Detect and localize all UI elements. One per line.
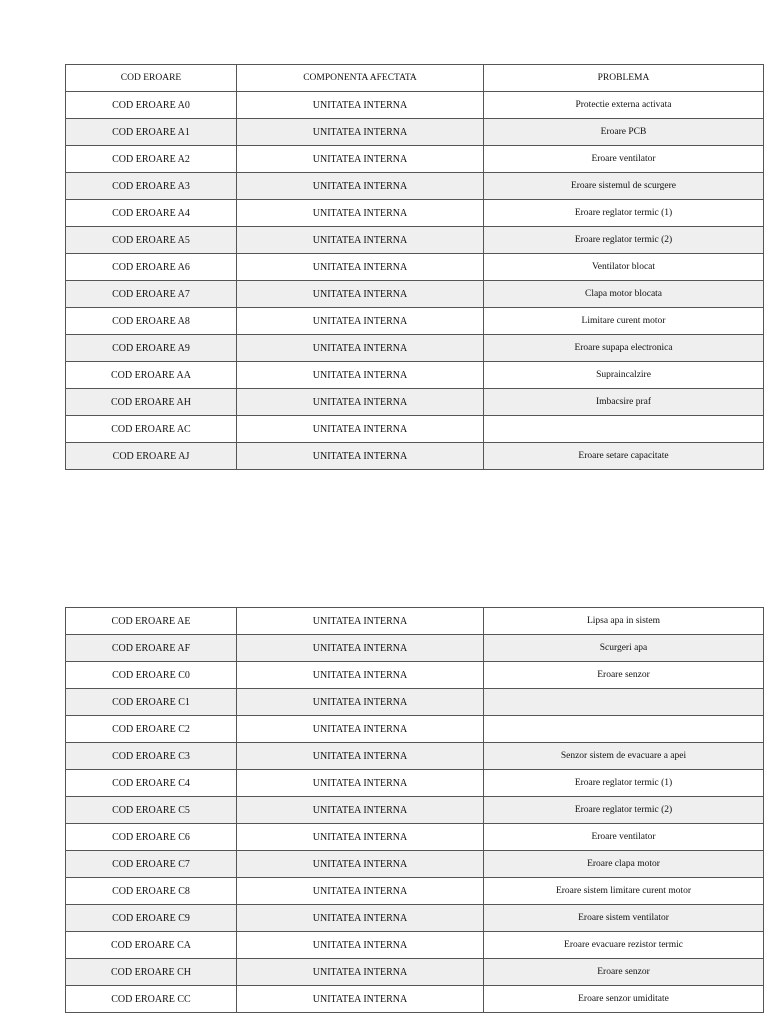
cell-cod-eroare: COD EROARE C9 (66, 905, 237, 932)
table-row (66, 281, 764, 308)
cell-componenta: UNITATEA INTERNA (237, 443, 484, 470)
cell-cod-eroare: COD EROARE A7 (66, 281, 237, 308)
cell-cod-eroare: COD EROARE CH (66, 959, 237, 986)
cell-problema: Eroare sistem ventilator (484, 905, 764, 932)
cell-componenta: UNITATEA INTERNA (237, 824, 484, 851)
cell-cod-eroare: COD EROARE AJ (66, 443, 237, 470)
table-row (66, 308, 764, 335)
cell-problema: Eroare reglator termic (1) (484, 200, 764, 227)
cell-problema: Eroare reglator termic (1) (484, 770, 764, 797)
cell-cod-eroare: COD EROARE A8 (66, 308, 237, 335)
header-componenta-afectata: COMPONENTA AFECTATA (237, 65, 484, 92)
cell-problema: Eroare sistem limitare curent motor (484, 878, 764, 905)
cell-componenta: UNITATEA INTERNA (237, 281, 484, 308)
table-row (66, 716, 764, 743)
cell-componenta: UNITATEA INTERNA (237, 635, 484, 662)
table-row (66, 443, 764, 470)
table-header-row (66, 65, 764, 92)
table-row (66, 362, 764, 389)
cell-problema: Eroare senzor (484, 959, 764, 986)
cell-problema: Ventilator blocat (484, 254, 764, 281)
table-row (66, 689, 764, 716)
table-row (66, 92, 764, 119)
table-row (66, 662, 764, 689)
cell-cod-eroare: COD EROARE C2 (66, 716, 237, 743)
table-row (66, 959, 764, 986)
cell-problema: Scurgeri apa (484, 635, 764, 662)
cell-problema: Supraincalzire (484, 362, 764, 389)
cell-cod-eroare: COD EROARE A0 (66, 92, 237, 119)
table-row (66, 389, 764, 416)
table-row (66, 416, 764, 443)
table-row (66, 797, 764, 824)
cell-cod-eroare: COD EROARE AC (66, 416, 237, 443)
table-row (66, 173, 764, 200)
cell-problema: Senzor sistem de evacuare a apei (484, 743, 764, 770)
cell-cod-eroare: COD EROARE AA (66, 362, 237, 389)
table-row (66, 932, 764, 959)
cell-problema: Eroare clapa motor (484, 851, 764, 878)
cell-cod-eroare: COD EROARE AE (66, 608, 237, 635)
table-2-body (66, 608, 764, 1013)
cell-componenta: UNITATEA INTERNA (237, 308, 484, 335)
cell-problema: Eroare evacuare rezistor termic (484, 932, 764, 959)
cell-componenta: UNITATEA INTERNA (237, 716, 484, 743)
cell-problema: Eroare senzor (484, 662, 764, 689)
cell-cod-eroare: COD EROARE A2 (66, 146, 237, 173)
cell-problema: Imbacsire praf (484, 389, 764, 416)
header-cod-eroare: COD EROARE (66, 65, 237, 92)
cell-cod-eroare: COD EROARE A4 (66, 200, 237, 227)
cell-problema: Eroare PCB (484, 119, 764, 146)
cell-componenta: UNITATEA INTERNA (237, 416, 484, 443)
table-row (66, 824, 764, 851)
cell-cod-eroare: COD EROARE C5 (66, 797, 237, 824)
cell-cod-eroare: COD EROARE C6 (66, 824, 237, 851)
table-row (66, 878, 764, 905)
cell-problema: Eroare sistemul de scurgere (484, 173, 764, 200)
cell-cod-eroare: COD EROARE A5 (66, 227, 237, 254)
cell-componenta: UNITATEA INTERNA (237, 362, 484, 389)
table-row (66, 608, 764, 635)
cell-componenta: UNITATEA INTERNA (237, 851, 484, 878)
cell-componenta: UNITATEA INTERNA (237, 173, 484, 200)
table-row (66, 986, 764, 1013)
table-row (66, 200, 764, 227)
table-row (66, 905, 764, 932)
cell-componenta: UNITATEA INTERNA (237, 146, 484, 173)
cell-problema (484, 689, 764, 716)
cell-componenta: UNITATEA INTERNA (237, 770, 484, 797)
cell-problema: Limitare curent motor (484, 308, 764, 335)
cell-componenta: UNITATEA INTERNA (237, 608, 484, 635)
cell-problema: Lipsa apa in sistem (484, 608, 764, 635)
table-row (66, 119, 764, 146)
cell-problema: Eroare ventilator (484, 824, 764, 851)
cell-cod-eroare: COD EROARE C3 (66, 743, 237, 770)
cell-problema (484, 716, 764, 743)
cell-problema: Eroare ventilator (484, 146, 764, 173)
cell-problema: Protectie externa activata (484, 92, 764, 119)
cell-cod-eroare: COD EROARE C1 (66, 689, 237, 716)
cell-problema: Clapa motor blocata (484, 281, 764, 308)
cell-componenta: UNITATEA INTERNA (237, 932, 484, 959)
cell-cod-eroare: COD EROARE C4 (66, 770, 237, 797)
cell-componenta: UNITATEA INTERNA (237, 335, 484, 362)
table-row (66, 851, 764, 878)
table-row (66, 635, 764, 662)
cell-componenta: UNITATEA INTERNA (237, 689, 484, 716)
cell-problema: Eroare reglator termic (2) (484, 227, 764, 254)
cell-cod-eroare: COD EROARE CC (66, 986, 237, 1013)
cell-cod-eroare: COD EROARE CA (66, 932, 237, 959)
table-row (66, 254, 764, 281)
cell-problema: Eroare supapa electronica (484, 335, 764, 362)
cell-cod-eroare: COD EROARE C0 (66, 662, 237, 689)
cell-componenta: UNITATEA INTERNA (237, 227, 484, 254)
cell-cod-eroare: COD EROARE AH (66, 389, 237, 416)
table-row (66, 146, 764, 173)
cell-problema (484, 416, 764, 443)
cell-componenta: UNITATEA INTERNA (237, 254, 484, 281)
cell-componenta: UNITATEA INTERNA (237, 743, 484, 770)
error-code-table-2 (65, 607, 764, 1013)
cell-cod-eroare: COD EROARE A9 (66, 335, 237, 362)
cell-componenta: UNITATEA INTERNA (237, 200, 484, 227)
table-1-body (66, 92, 764, 470)
header-problema: PROBLEMA (484, 65, 764, 92)
cell-componenta: UNITATEA INTERNA (237, 92, 484, 119)
cell-componenta: UNITATEA INTERNA (237, 389, 484, 416)
cell-componenta: UNITATEA INTERNA (237, 878, 484, 905)
cell-componenta: UNITATEA INTERNA (237, 959, 484, 986)
table-row (66, 335, 764, 362)
cell-cod-eroare: COD EROARE C7 (66, 851, 237, 878)
cell-cod-eroare: COD EROARE AF (66, 635, 237, 662)
cell-cod-eroare: COD EROARE A6 (66, 254, 237, 281)
cell-cod-eroare: COD EROARE A1 (66, 119, 237, 146)
error-code-table-1 (65, 64, 764, 470)
table-row (66, 227, 764, 254)
cell-componenta: UNITATEA INTERNA (237, 905, 484, 932)
cell-componenta: UNITATEA INTERNA (237, 797, 484, 824)
cell-problema: Eroare reglator termic (2) (484, 797, 764, 824)
table-row (66, 743, 764, 770)
cell-componenta: UNITATEA INTERNA (237, 662, 484, 689)
cell-cod-eroare: COD EROARE A3 (66, 173, 237, 200)
cell-cod-eroare: COD EROARE C8 (66, 878, 237, 905)
cell-componenta: UNITATEA INTERNA (237, 986, 484, 1013)
cell-componenta: UNITATEA INTERNA (237, 119, 484, 146)
cell-problema: Eroare senzor umiditate (484, 986, 764, 1013)
cell-problema: Eroare setare capacitate (484, 443, 764, 470)
table-row (66, 770, 764, 797)
